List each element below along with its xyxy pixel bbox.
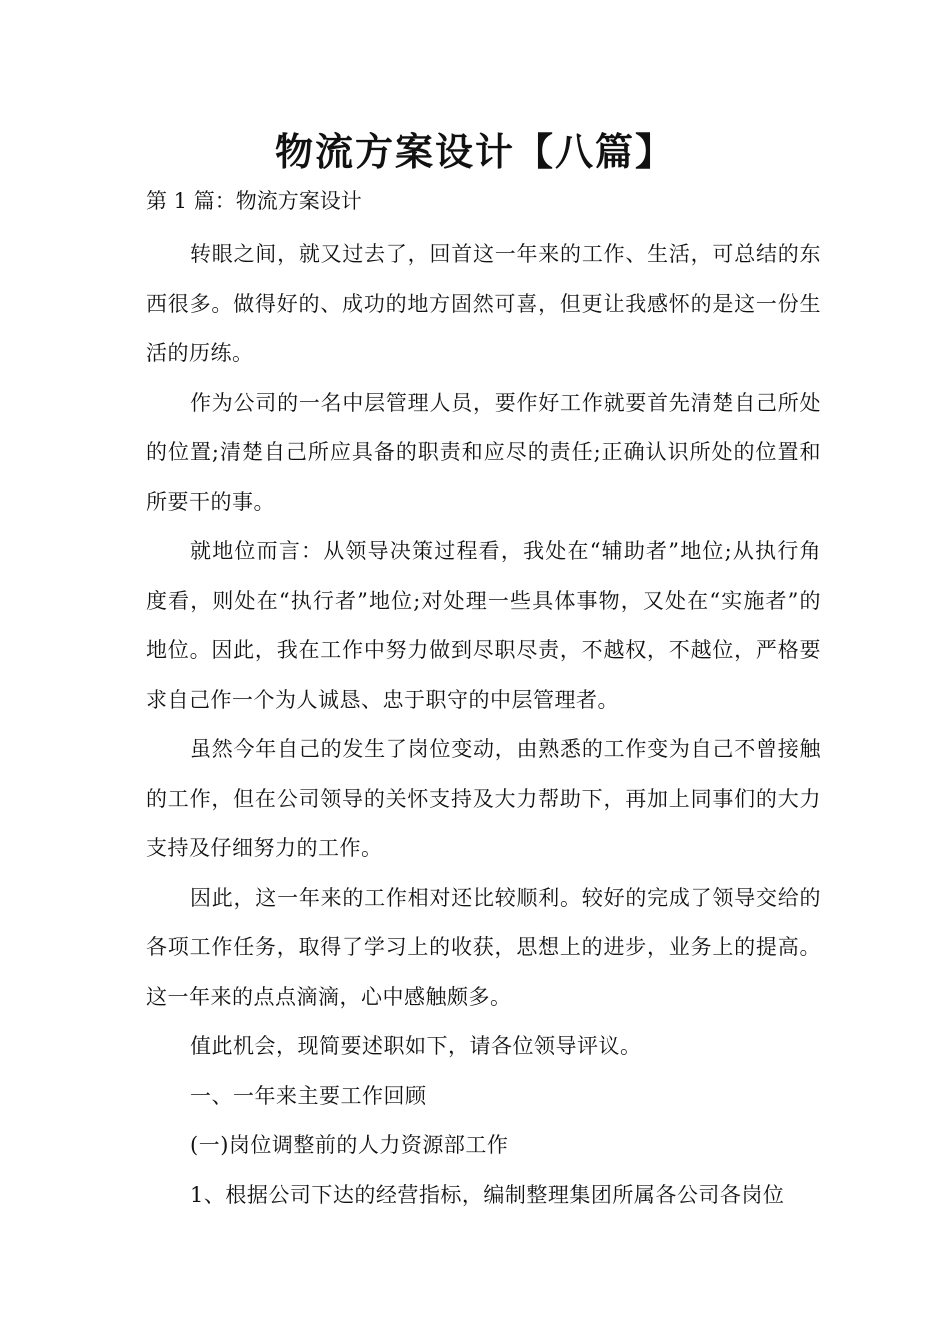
- document-title: 物流方案设计【八篇】: [274, 129, 675, 174]
- paragraph: 作为公司的一名中层管理人员，要作好工作就要首先清楚自己所处的位置;清楚自己所应具备的职责和应尽的责任;正确认识所处的位置和所要干的事。: [146, 390, 821, 514]
- list-heading: 一、一年来主要工作回顾: [190, 1083, 427, 1108]
- paragraph: 转眼之间，就又过去了，回首这一年来的工作、生活，可总结的东西很多。做得好的、成功的地方固然可喜，但更让我感怀的是这一份生活的历练。: [146, 242, 821, 365]
- list-item: 1、根据公司下达的经营指标，编制整理集团所属各公司各岗位: [190, 1182, 785, 1207]
- sub-heading: (一)岗位调整前的人力资源部工作: [190, 1133, 509, 1157]
- paragraph: 因此，这一年来的工作相对还比较顺利。较好的完成了领导交给的各项工作任务，取得了学习上的收获，思想上的进步，业务上的提高。这一年来的点点滴滴，心中感触颇多。: [146, 885, 821, 1009]
- section-heading: 第 1 篇：物流方案设计: [146, 189, 362, 213]
- paragraph: 就地位而言：从领导决策过程看，我处在“辅助者”地位;从执行角度看，则处在“执行者”地位;对处理一些具体事物，又处在“实施者”的地位。因此，我在工作中努力做到尽职尽责，不越权，不越位，严格要求自己作一个为人诚恳、忠于职守的中层管理者。: [146, 539, 821, 712]
- paragraph: 虽然今年自己的发生了岗位变动，由熟悉的工作变为自己不曾接触的工作，但在公司领导的关怀支持及大力帮助下，再加上同事们的大力支持及仔细努力的工作。: [146, 737, 821, 860]
- document-body: [146, 230, 821, 1220]
- paragraph: 值此机会，现简要述职如下，请各位领导评议。: [190, 1034, 642, 1058]
